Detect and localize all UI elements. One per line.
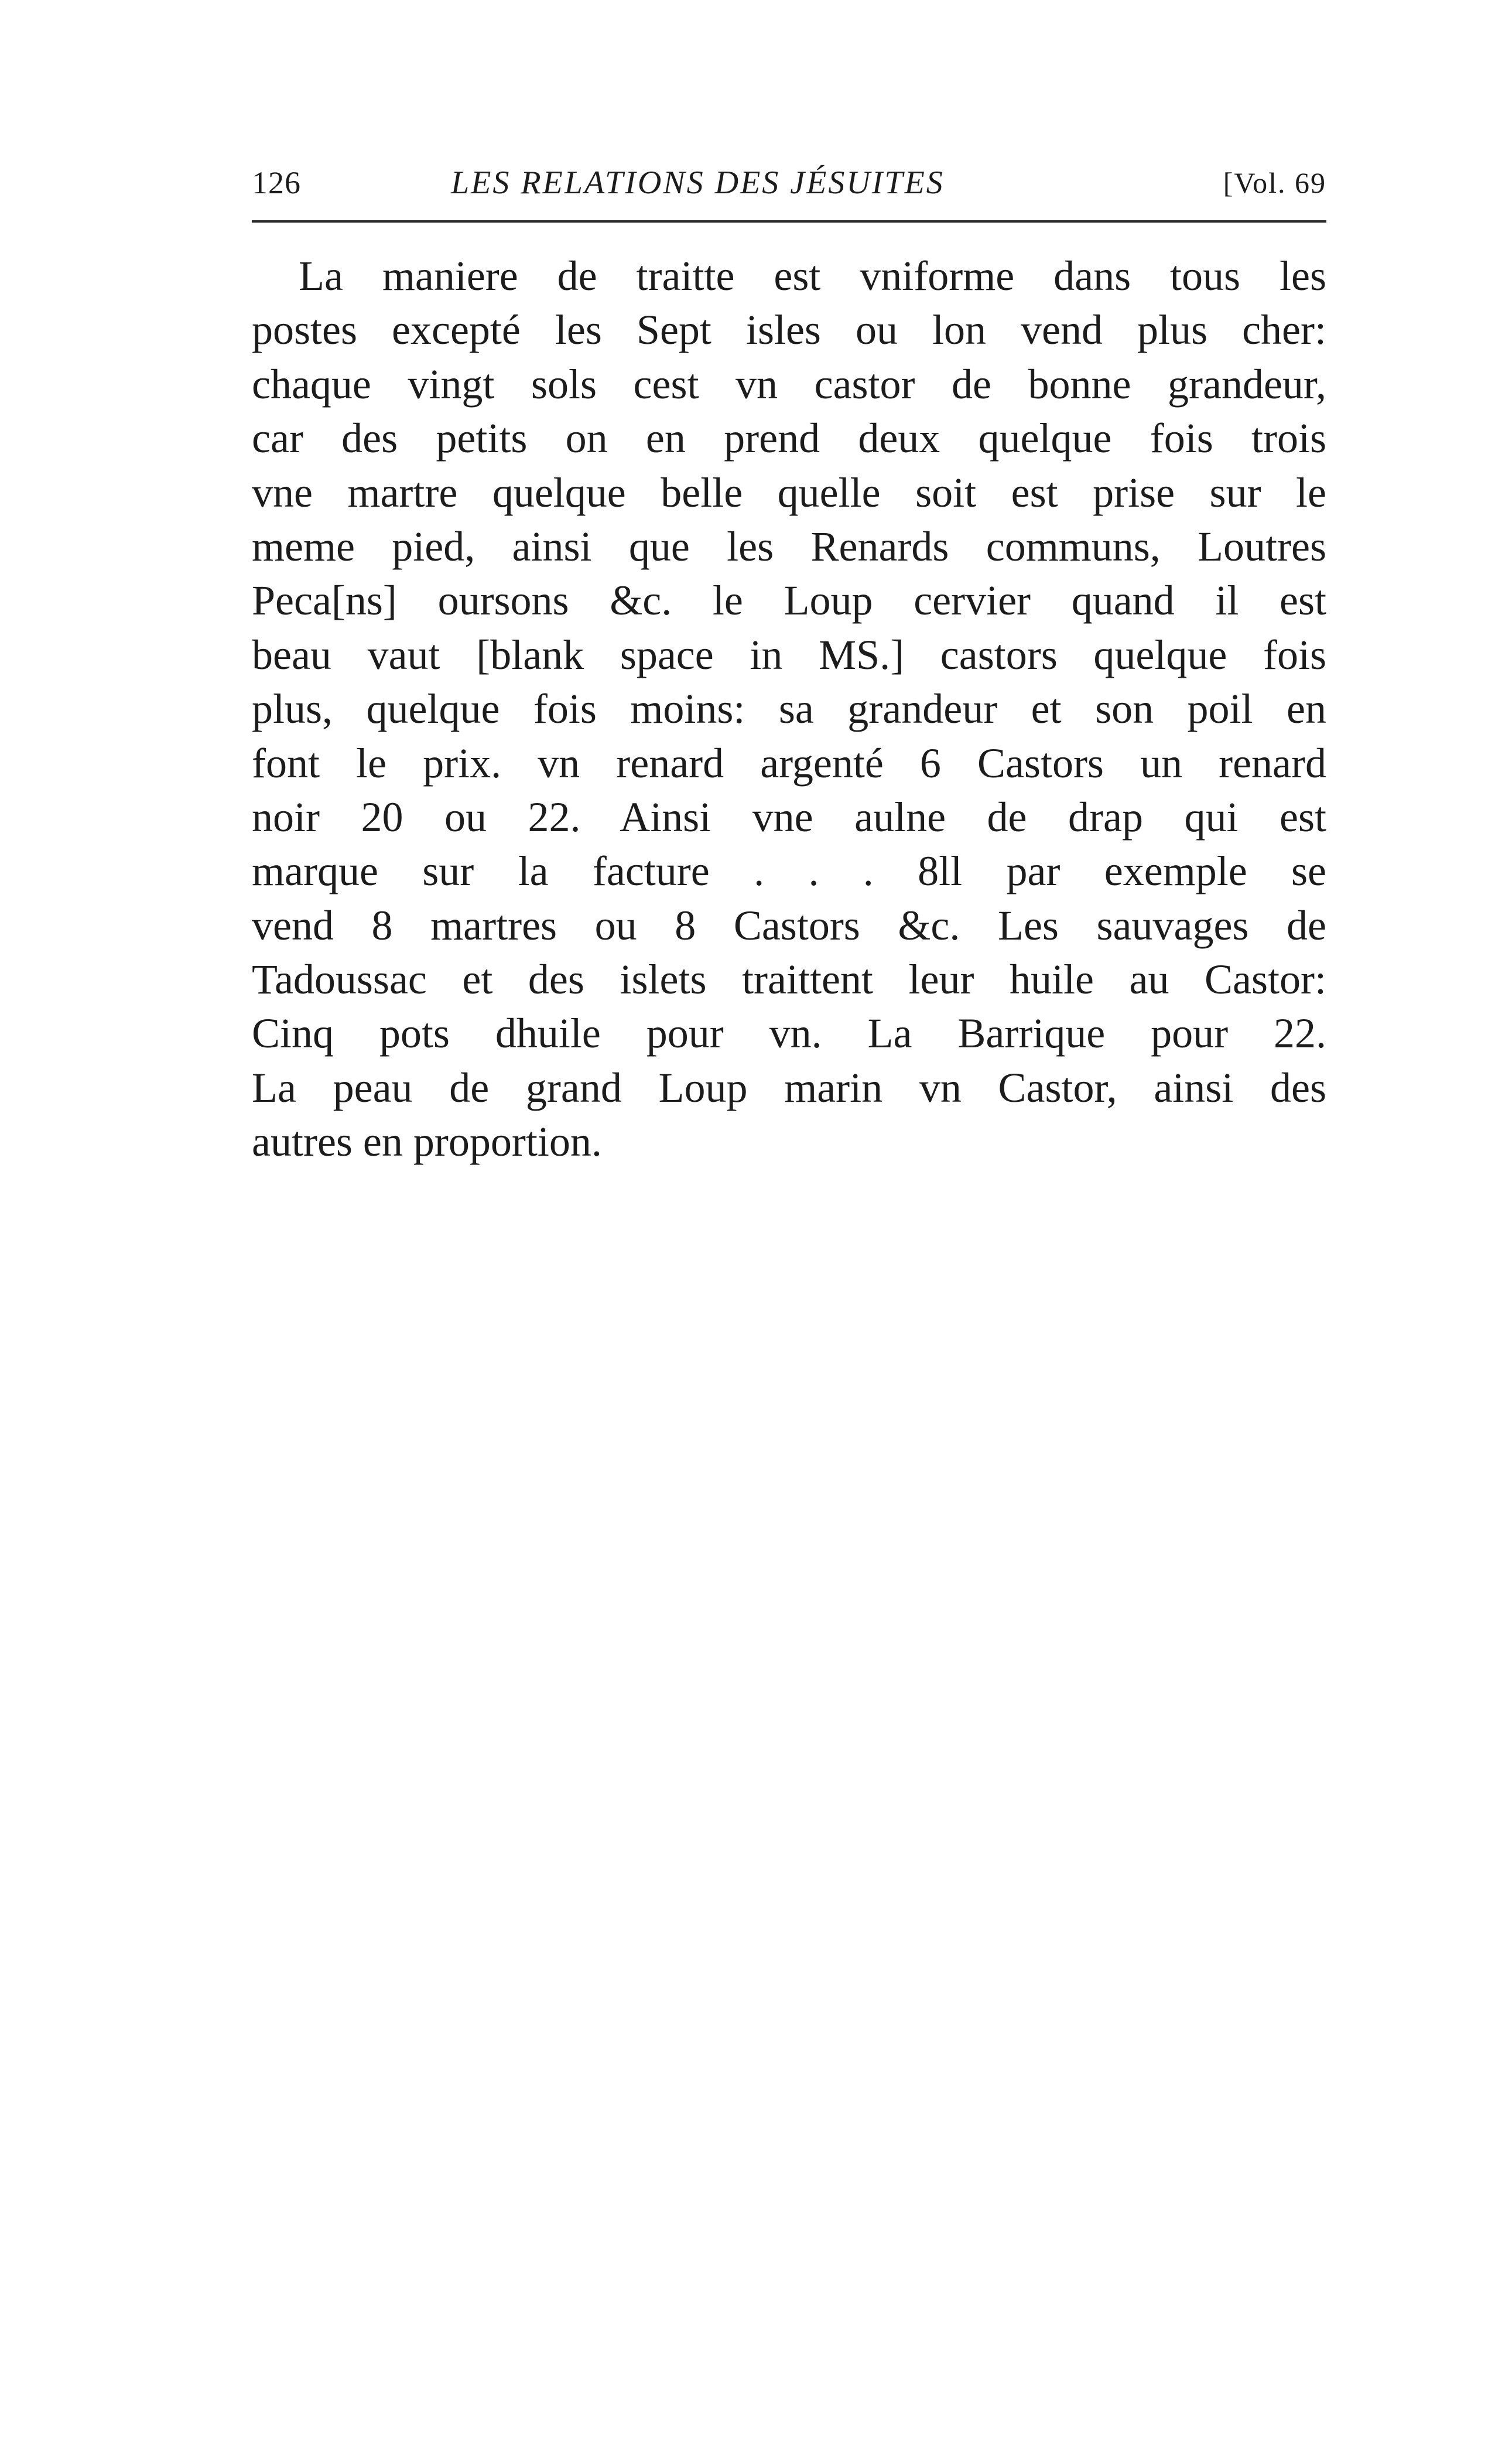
- text-line: font le prix. vn renard argenté 6 Castors un renard: [252, 739, 1326, 787]
- page-number: 126: [252, 165, 301, 200]
- text-line: Cinq pots dhuile pour vn. La Barrique pour 22.: [252, 1010, 1326, 1057]
- text-line: Tadoussac et des islets traittent leur huile au Castor:: [252, 956, 1326, 1003]
- text-line: chaque vingt sols cest vn castor de bonne grandeur,: [252, 360, 1326, 408]
- text-line: plus, quelque fois moins: sa grandeur et son poil en: [252, 685, 1326, 733]
- text-line: postes excepté les Sept isles ou lon vend plus cher:: [252, 306, 1326, 354]
- text-line: Peca[ns] oursons &c. le Loup cervier quand il est: [252, 577, 1326, 624]
- text-line: meme pied, ainsi que les Renards communs, Loutres: [252, 522, 1326, 570]
- running-title: LES RELATIONS DES JÉSUITES: [451, 165, 945, 201]
- volume-label: [Vol. 69: [1223, 166, 1326, 199]
- text-line: La maniere de traitte est vniforme dans tous les: [299, 252, 1326, 299]
- text-line: marque sur la facture . . . 8ll par exemple se: [252, 848, 1326, 895]
- text-line: noir 20 ou 22. Ainsi vne aulne de drap qui est: [252, 793, 1326, 841]
- text-line: beau vaut [blank space in MS.] castors quelque fois: [252, 631, 1326, 678]
- running-head: [252, 159, 1326, 206]
- body-paragraph: [252, 249, 1326, 1169]
- text-line: autres en proportion.: [252, 1118, 602, 1166]
- text-line: La peau de grand Loup marin vn Castor, ainsi des: [252, 1064, 1326, 1111]
- header-rule: [252, 220, 1326, 223]
- text-line: car des petits on en prend deux quelque fois trois: [252, 415, 1326, 462]
- text-line: vne martre quelque belle quelle soit est prise sur le: [252, 469, 1326, 516]
- text-line: vend 8 martres ou 8 Castors &c. Les sauvages de: [252, 901, 1326, 949]
